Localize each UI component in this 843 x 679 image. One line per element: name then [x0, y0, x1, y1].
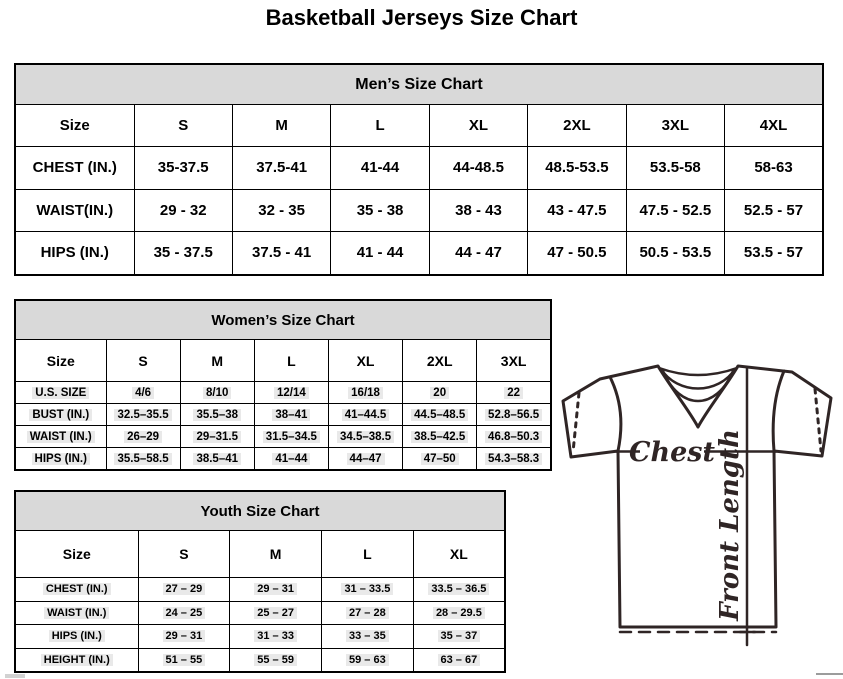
- size-header-row: [15, 340, 551, 382]
- value-cell: 31.5–34.5: [254, 426, 328, 448]
- value-cell: 20: [403, 382, 477, 404]
- column-header: M: [232, 105, 330, 147]
- value-cell: 32 - 35: [232, 189, 330, 232]
- value-cell: 35.5–58.5: [106, 448, 180, 471]
- womens-size-chart-table: [14, 299, 552, 471]
- value-cell: 35 - 37.5: [134, 232, 232, 275]
- value-cell: 33.5 – 36.5: [413, 578, 505, 602]
- page-title: Basketball Jerseys Size Chart: [265, 5, 578, 30]
- value-cell: 38–41: [254, 404, 328, 426]
- value-cell: 38.5–42.5: [403, 426, 477, 448]
- column-header: S: [106, 340, 180, 382]
- row-label: WAIST (IN.): [15, 601, 138, 625]
- value-cell: 22: [477, 382, 551, 404]
- value-cell: 29 – 31: [138, 625, 230, 649]
- table-title: Men’s Size Chart: [15, 64, 823, 105]
- value-cell: 47–50: [403, 448, 477, 471]
- value-cell: 44-48.5: [429, 147, 527, 190]
- value-cell: 58-63: [725, 147, 823, 190]
- row-label: U.S. SIZE: [15, 382, 106, 404]
- row-label: HEIGHT (IN.): [15, 648, 138, 672]
- value-cell: 29 – 31: [230, 578, 322, 602]
- value-cell: 27 – 29: [138, 578, 230, 602]
- front-length-label: Front Length: [715, 429, 745, 621]
- table-row: [15, 578, 505, 602]
- value-cell: 53.5 - 57: [725, 232, 823, 275]
- table-title: Youth Size Chart: [15, 491, 505, 531]
- column-header: Size: [15, 531, 138, 578]
- value-cell: 34.5–38.5: [328, 426, 402, 448]
- value-cell: 50.5 - 53.5: [626, 232, 724, 275]
- value-cell: 44–47: [328, 448, 402, 471]
- value-cell: 28 – 29.5: [413, 601, 505, 625]
- table-row: [15, 448, 551, 471]
- row-label: WAIST(IN.): [15, 189, 134, 232]
- value-cell: 37.5 - 41: [232, 232, 330, 275]
- value-cell: 47 - 50.5: [528, 232, 626, 275]
- column-header: L: [322, 531, 414, 578]
- value-cell: 12/14: [254, 382, 328, 404]
- table-row: [15, 382, 551, 404]
- value-cell: 48.5-53.5: [528, 147, 626, 190]
- jersey-measurement-diagram: [552, 355, 843, 655]
- value-cell: 26–29: [106, 426, 180, 448]
- column-header: XL: [328, 340, 402, 382]
- value-cell: 54.3–58.3: [477, 448, 551, 471]
- row-label: HIPS (IN.): [15, 625, 138, 649]
- value-cell: 59 – 63: [322, 648, 414, 672]
- value-cell: 52.5 - 57: [725, 189, 823, 232]
- row-label: HIPS (IN.): [15, 232, 134, 275]
- size-header-row: [15, 531, 505, 578]
- column-header: 3XL: [626, 105, 724, 147]
- value-cell: 31 – 33: [230, 625, 322, 649]
- column-header: Size: [15, 340, 106, 382]
- value-cell: 63 – 67: [413, 648, 505, 672]
- value-cell: 38.5–41: [180, 448, 254, 471]
- value-cell: 46.8–50.3: [477, 426, 551, 448]
- column-header: S: [138, 531, 230, 578]
- value-cell: 8/10: [180, 382, 254, 404]
- value-cell: 25 – 27: [230, 601, 322, 625]
- value-cell: 43 - 47.5: [528, 189, 626, 232]
- row-label: CHEST (IN.): [15, 578, 138, 602]
- value-cell: 41-44: [331, 147, 429, 190]
- column-header: Size: [15, 105, 134, 147]
- bottom-right-ui-fragment: [816, 673, 843, 675]
- bottom-left-ui-fragment: [5, 674, 25, 678]
- column-header: 2XL: [403, 340, 477, 382]
- value-cell: 35-37.5: [134, 147, 232, 190]
- column-header: L: [254, 340, 328, 382]
- table-row: [15, 625, 505, 649]
- value-cell: 41–44: [254, 448, 328, 471]
- collar-top-arc: [659, 368, 737, 375]
- table-row: [15, 189, 823, 232]
- column-header: S: [134, 105, 232, 147]
- column-header: 2XL: [528, 105, 626, 147]
- value-cell: 29 - 32: [134, 189, 232, 232]
- value-cell: 37.5-41: [232, 147, 330, 190]
- column-header: L: [331, 105, 429, 147]
- value-cell: 4/6: [106, 382, 180, 404]
- mens-size-chart-table: [14, 63, 824, 276]
- value-cell: 44.5–48.5: [403, 404, 477, 426]
- column-header: XL: [413, 531, 505, 578]
- value-cell: 16/18: [328, 382, 402, 404]
- column-header: M: [230, 531, 322, 578]
- youth-size-chart-table: [14, 490, 506, 673]
- table-row: [15, 648, 505, 672]
- jersey-outline: [563, 366, 831, 627]
- value-cell: 33 – 35: [322, 625, 414, 649]
- row-label: WAIST (IN.): [15, 426, 106, 448]
- table-row: [15, 232, 823, 275]
- row-label: CHEST (IN.): [15, 147, 134, 190]
- value-cell: 53.5-58: [626, 147, 724, 190]
- value-cell: 29–31.5: [180, 426, 254, 448]
- value-cell: 31 – 33.5: [322, 578, 414, 602]
- row-label: BUST (IN.): [15, 404, 106, 426]
- value-cell: 32.5–35.5: [106, 404, 180, 426]
- table-title: Women’s Size Chart: [15, 300, 551, 340]
- value-cell: 52.8–56.5: [477, 404, 551, 426]
- value-cell: 44 - 47: [429, 232, 527, 275]
- value-cell: 41–44.5: [328, 404, 402, 426]
- value-cell: 38 - 43: [429, 189, 527, 232]
- value-cell: 27 – 28: [322, 601, 414, 625]
- table-title-row: [15, 300, 551, 340]
- table-title-row: [15, 64, 823, 105]
- value-cell: 55 – 59: [230, 648, 322, 672]
- table-row: [15, 147, 823, 190]
- column-header: 3XL: [477, 340, 551, 382]
- table-row: [15, 404, 551, 426]
- column-header: 4XL: [725, 105, 823, 147]
- column-header: M: [180, 340, 254, 382]
- row-label: HIPS (IN.): [15, 448, 106, 471]
- value-cell: 41 - 44: [331, 232, 429, 275]
- value-cell: 35.5–38: [180, 404, 254, 426]
- value-cell: 47.5 - 52.5: [626, 189, 724, 232]
- size-header-row: [15, 105, 823, 147]
- value-cell: 35 - 38: [331, 189, 429, 232]
- table-row: [15, 601, 505, 625]
- table-title-row: [15, 491, 505, 531]
- chest-label: Chest: [629, 437, 715, 468]
- value-cell: 51 – 55: [138, 648, 230, 672]
- value-cell: 35 – 37: [413, 625, 505, 649]
- value-cell: 24 – 25: [138, 601, 230, 625]
- column-header: XL: [429, 105, 527, 147]
- table-row: [15, 426, 551, 448]
